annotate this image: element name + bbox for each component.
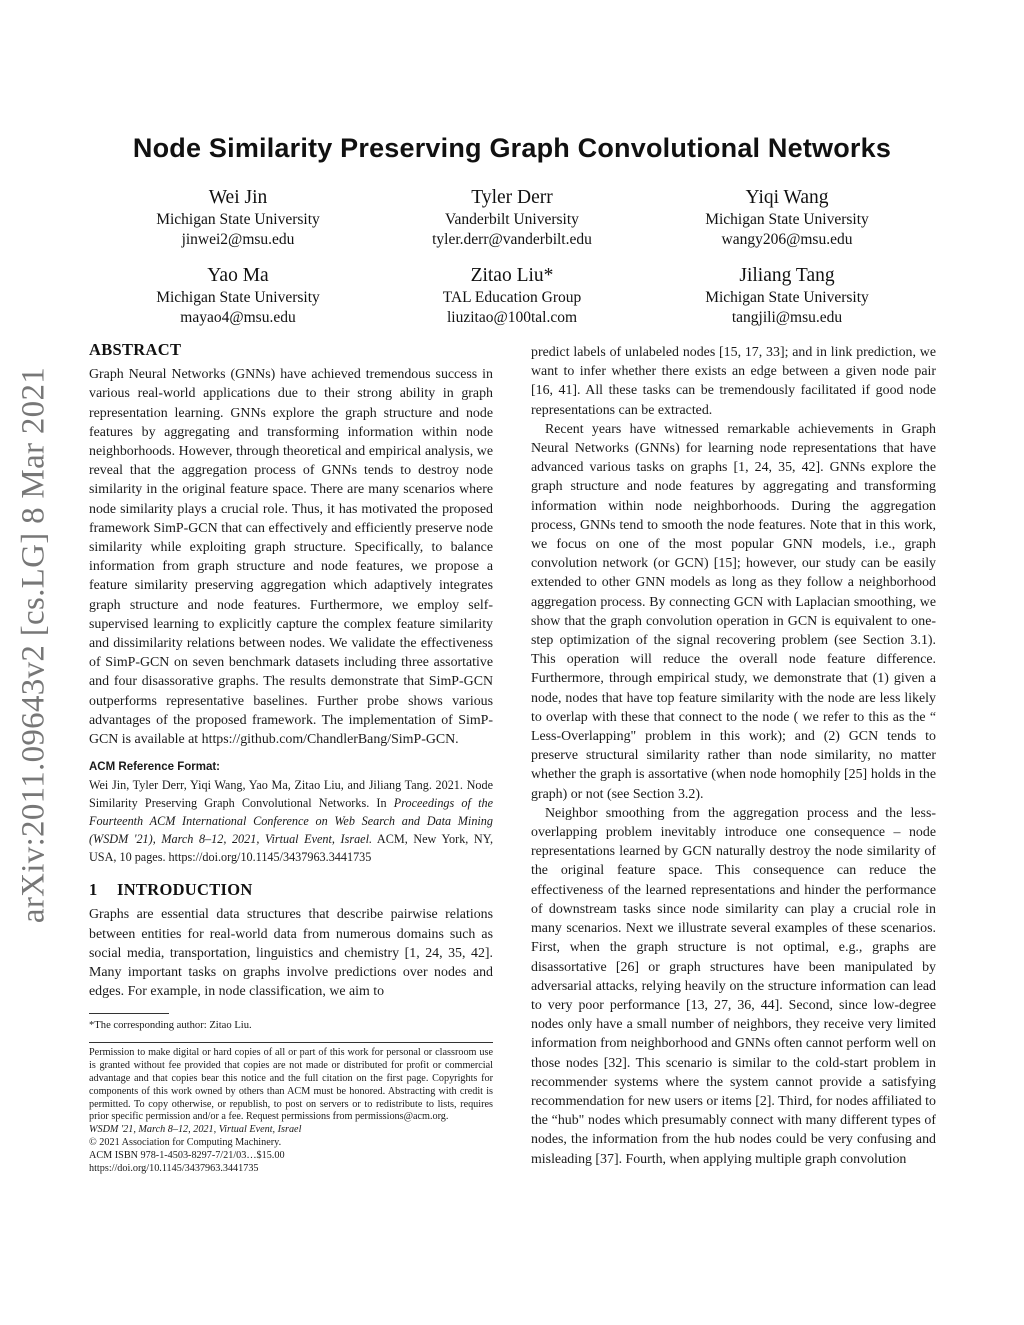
abstract-heading: ABSTRACT <box>89 340 182 359</box>
author-email: liuzitao@100tal.com <box>446 309 578 326</box>
footnote: *The corresponding author: Zitao Liu. <box>89 1020 252 1032</box>
introduction-paragraph: Neighbor smoothing from the aggregation process and the less-overlapping problem inevitably introduce one consequence – node representations learned by GCN naturally destroy the node similarity of the original feature space. This consequence can reduce the effectiveness of the learned representations and hinder the performance of downstream tasks since node similarity can play a crucial role in many scenarios. Next we illustrate several examples of these scenarios. First, when the graph structure is not optimal, e.g., graphs are disassortative [26] or graph structures have been manipulated by adversarial attacks, relying heavily on the structure information can lead to very poor performance [13, 27, 36, 44]. Second, since low-degree nodes only have a small number of neighbors, they receive very limited information from neighborhood and GNNs often cannot perform well on those nodes [32]. This scenario is similar to the cold-start problem in recommender systems where the system cannot provide a satisfying recommendation for new users or items [2]. Third, for nodes affiliated to the “hub" nodes which presumably connect with many different types of nodes, the information from the hub nodes could be very confusing and misleading [37]. Fourth, when applying multiple graph convolution <box>531 805 936 1167</box>
author-email: tyler.derr@vanderbilt.edu <box>432 231 592 248</box>
author-email: wangy206@msu.edu <box>721 231 853 248</box>
footnote-divider <box>89 1013 169 1014</box>
arxiv-stamp <box>14 360 54 930</box>
author-name: Wei Jin <box>208 187 268 208</box>
author-name: Tyler Derr <box>471 187 553 208</box>
right-column <box>531 343 936 1169</box>
author-affiliation: Michigan State University <box>705 211 869 228</box>
arxiv-stamp-text: arXiv:2011.09643v2 [cs.LG] 8 Mar 2021 <box>15 366 52 924</box>
author-block <box>362 186 662 250</box>
left-column <box>89 340 493 1175</box>
author-block <box>362 264 662 328</box>
conference-venue: WSDM '21, March 8–12, 2021, Virtual Event, Israel <box>89 1124 302 1136</box>
author-block <box>88 264 388 328</box>
author-block <box>88 186 388 250</box>
acm-reference-venue: Proceedings of the Fourteenth ACM International Conference on Web Search and Data Mining (WSDM '21), March 8–12, 2021, Virtual Event, Israel. <box>89 796 493 847</box>
isbn-line: ACM ISBN 978-1-4503-8297-7/21/03…$15.00 <box>89 1149 285 1161</box>
author-name: Jiliang Tang <box>739 265 835 286</box>
author-email: mayao4@msu.edu <box>180 309 296 326</box>
author-block <box>637 264 937 328</box>
permission-block <box>89 1047 493 1175</box>
author-block <box>637 186 937 250</box>
introduction-text-left: Graphs are essential data structures that describe pairwise relations between entities for real-world data from numerous domains such as social media, transportation, linguistics and chemistry [1, 24, 35, 42]. Many important tasks on graphs involve predictions over nodes and edges. For example, in node classification, we aim to <box>89 907 493 1000</box>
paper-title: Node Similarity Preserving Graph Convolutional Networks <box>132 133 892 163</box>
author-affiliation: Michigan State University <box>705 289 869 306</box>
doi-line: https://doi.org/10.1145/3437963.3441735 <box>89 1162 259 1174</box>
introduction-paragraph: predict labels of unlabeled nodes [15, 17, 33]; and in link prediction, we want to infer whether there exists an edge between a given node pair [16, 41]. All these tasks can be tremendously facilitated if good node representations can be extracted. <box>531 345 936 418</box>
acm-reference-heading: ACM Reference Format: <box>89 761 220 774</box>
author-name: Yiqi Wang <box>745 187 829 208</box>
author-email: jinwei2@msu.edu <box>181 231 295 248</box>
section-title: INTRODUCTION <box>117 880 253 900</box>
copyright-line: © 2021 Association for Computing Machinery. <box>89 1137 282 1149</box>
acm-reference-part: ACM, New York, NY, USA, 10 pages. https://doi.org/10.1145/3437963.3441735 <box>89 832 493 865</box>
introduction-heading <box>89 880 493 899</box>
author-name: Yao Ma <box>207 265 269 286</box>
introduction-paragraph: Recent years have witnessed remarkable achievements in Graph Neural Networks (GNNs) for learning node representations that have advanced various tasks on graphs [1, 24, 35, 42]. GNNs explore the graph structure and node features by aggregating and transforming information within node neighborhoods. During the aggregation process, GNNs tend to smooth the node features. Note that in this work, we focus on one of the most popular GNN models, i.e., graph convolution network (or GCN) [15]; however, our study can be easily extended to other GNN models as long as they follow a neighborhood aggregation process. By connecting GCN with Laplacian smoothing, we show that the graph convolution operation in GCN is equivalent to one-step optimization of the signal recovering problem (see Section 3.1). This operation will reduce the overall node feature difference. Furthermore, through empirical study, we demonstrate that (1) given a node, nodes that have top feature similarity with the node are less likely to overlap with these that connect to the node ( we refer to this as the “ Less-Overlapping" problem in this work); and (2) GCN tends to preserve structural similarity rather than node similarity, no matter whether the graph is assortative (when node homophily [25] holds in the graph) or not (see Section 3.2). <box>531 421 936 802</box>
author-affiliation: Michigan State University <box>156 211 320 228</box>
author-affiliation: Michigan State University <box>156 289 320 306</box>
acm-reference-text <box>89 776 493 866</box>
acm-reference-part: Wei Jin, Tyler Derr, Yiqi Wang, Yao Ma, Zitao Liu, and Jiliang Tang. 2021. Node Similarity Preserving Graph Convolutional Networks. In <box>89 778 493 811</box>
permission-text: Permission to make digital or hard copies of all or part of this work for personal or classroom use is granted without fee provided that copies are not made or distributed for profit or commercial advantage and that copies bear this notice and the full citation on the first page. Copyrights for components of this work owned by others than ACM must be honored. Abstracting with credit is permitted. To copy otherwise, or republish, to post on servers or to redistribute to lists, requires prior specific permission and/or a fee. Request permissions from permissions@acm.org. <box>89 1047 493 1123</box>
author-email: tangjili@msu.edu <box>731 309 843 326</box>
author-affiliation: TAL Education Group <box>442 289 582 306</box>
author-name: Zitao Liu* <box>470 265 554 286</box>
author-affiliation: Vanderbilt University <box>445 211 579 228</box>
permission-divider <box>89 1042 493 1043</box>
abstract-text: Graph Neural Networks (GNNs) have achieved tremendous success in various real-world applications due to their strong ability in graph representation learning. GNNs explore the graph structure and node features by aggregating and transforming information within node neighborhoods. However, through theoretical and empirical analysis, we reveal that the aggregation process of GNNs tends to destroy node similarity in the original feature space. There are many scenarios where node similarity plays a crucial role. Thus, it has motivated the proposed framework SimP-GCN that can effectively and efficiently preserve node similarity while exploiting graph structure. Specifically, to balance information from graph structure and node features, we propose a feature similarity preserving aggregation which adaptively integrates graph structure and node features. Furthermore, we employ self-supervised learning to explicitly capture the complex feature similarity and dissimilarity relations between nodes. We validate the effectiveness of SimP-GCN on seven benchmark datasets including three assortative and four disassorative graphs. The results demonstrate that SimP-GCN outperforms representative baselines. Further probe shows various advantages of the proposed framework. The implementation of SimP-GCN is available at https://github.com/ChandlerBang/SimP-GCN. <box>89 367 493 748</box>
section-number: 1 <box>89 880 98 900</box>
